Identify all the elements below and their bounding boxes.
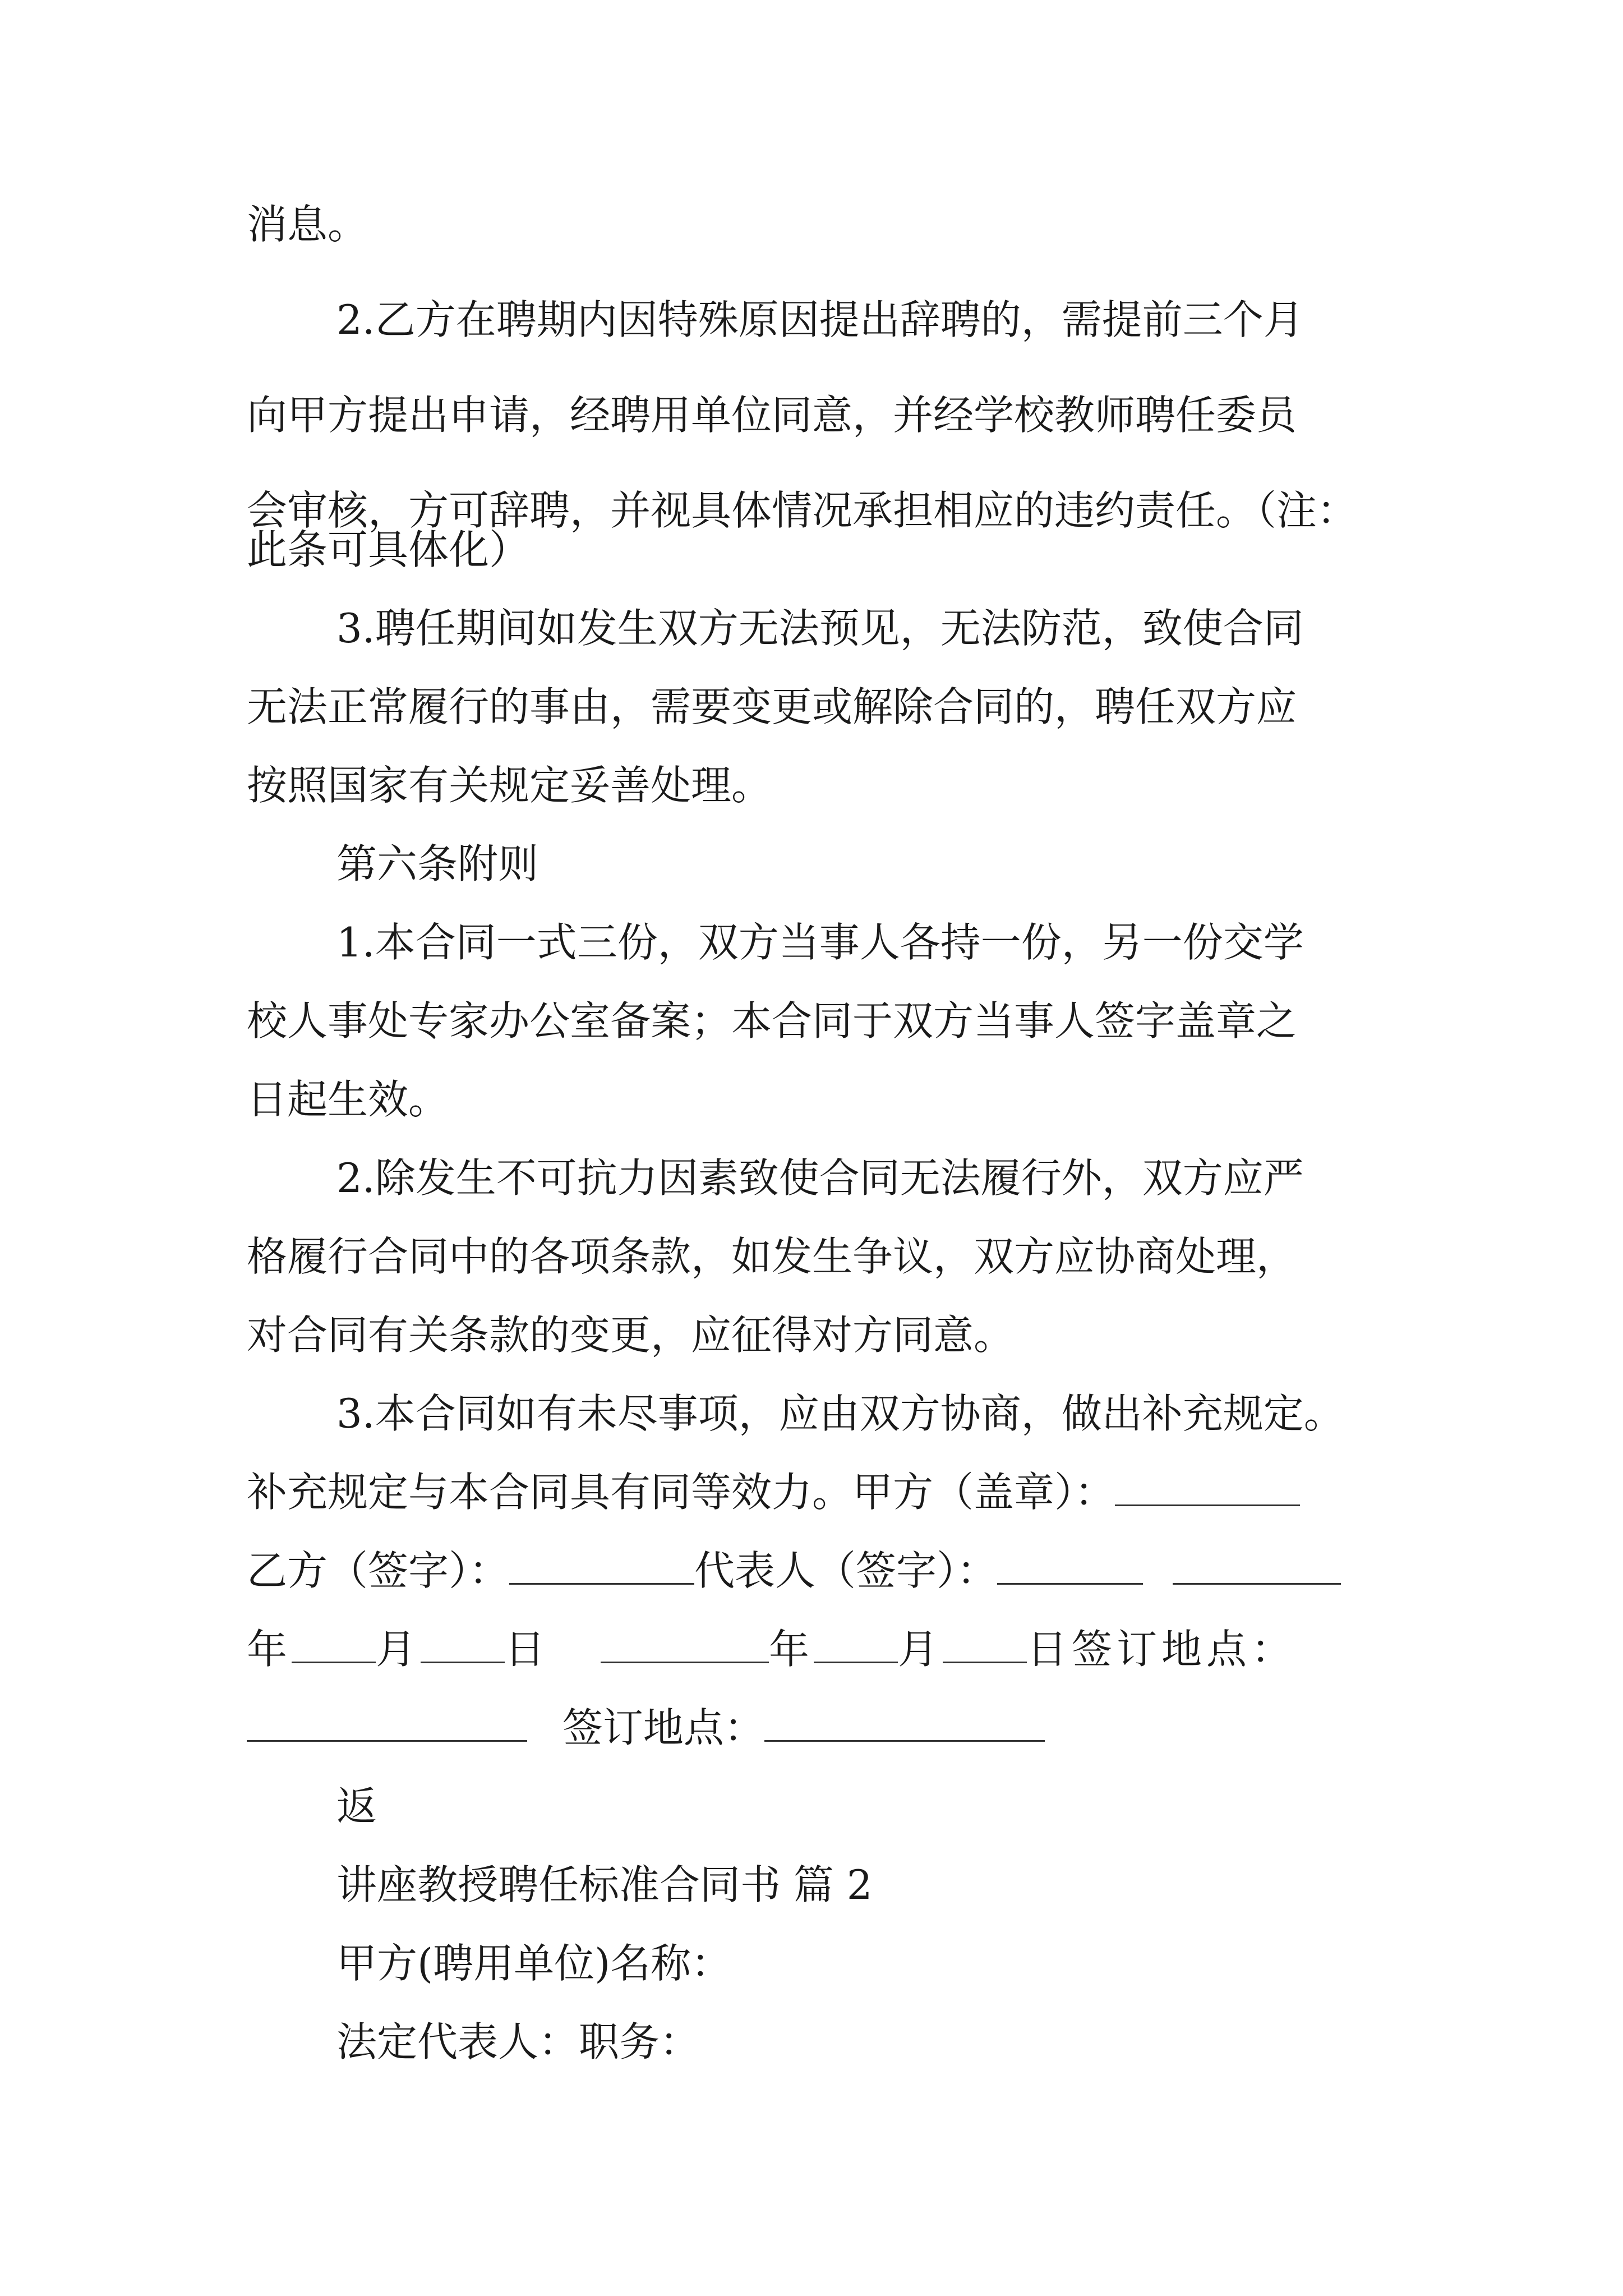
party-b-sign-label: 乙方（签字）： [247,1547,510,1594]
representative-sign-blank [997,1544,1143,1585]
party-a-seal-label: 补充规定与本合同具有同等效力。甲方（盖章）： [247,1469,1115,1516]
section-title: 讲座教授聘任标准合同书 篇 2 [336,1861,873,1908]
month-blank [292,1622,376,1663]
paragraph-line: 2.除发生不可抗力因素致使合同无法履行外，双方应严 [336,1154,1304,1202]
month-blank-2 [814,1622,898,1663]
representative-sign-label: 代表人（签字）： [694,1547,998,1594]
month-label: 月 [376,1626,421,1673]
month-label-2: 月 [897,1626,943,1673]
text-line: 此条可具体化） [247,526,530,573]
text-line: 向甲方提出申请，经聘用单位同意，并经学校教师聘任委员 [247,392,1297,439]
year-label: 年 [247,1626,292,1673]
legal-representative-label: 法定代表人：职务： [336,2018,700,2065]
text-line: 日起生效。 [247,1076,449,1123]
paragraph-line: 3.本合同如有未尽事项，应由双方协商，做出补充规定。 [336,1390,1344,1437]
text-line: 格履行合同中的各项条款，如发生争议，双方应协商处理， [247,1233,1297,1280]
paragraph-line: 1.本合同一式三份，双方当事人各持一份，另一份交学 [336,919,1304,966]
text-line: 消息。 [247,201,368,248]
text-line: 无法正常履行的事由，需要变更或解除合同的，聘任双方应 [247,683,1297,730]
sign-place-line [247,1700,1045,1756]
section-heading: 第六条附则 [336,840,539,887]
sign-place-label-1: 日签订地点： [1026,1626,1296,1673]
text-line: 会审核，方可辞聘，并视具体情况承担相应的违约责任。（注： [247,487,1358,534]
text-line: 对合同有关条款的变更，应征得对方同意。 [247,1312,1015,1359]
year-label-2: 年 [768,1626,814,1673]
day-blank [421,1622,505,1663]
employer-name-label: 甲方(聘用单位)名称： [336,1940,732,1987]
party-a-seal-blank [1115,1465,1300,1506]
text-line: 按照国家有关规定妥善处理。 [247,762,772,809]
date-line [247,1621,1296,1677]
sign-place-blank-2 [764,1701,1045,1742]
year-blank-2 [601,1622,769,1663]
sign-place-label-2: 签订地点： [562,1704,764,1751]
signature-line-2 [247,1543,1341,1599]
signature-line-1 [247,1464,1300,1520]
day-label: 日 [505,1626,550,1673]
sign-place-blank-1 [247,1701,527,1742]
paragraph-line: 3.聘任期间如发生双方无法预见，无法防范，致使合同 [336,605,1304,652]
extra-blank [1173,1544,1341,1585]
party-b-sign-blank [509,1544,694,1585]
paragraph-line: 2.乙方在聘期内因特殊原因提出辞聘的，需提前三个月 [336,296,1304,343]
return-text: 返 [336,1783,377,1830]
day-blank-2 [943,1622,1027,1663]
text-line: 校人事处专家办公室备案；本合同于双方当事人签字盖章之 [247,997,1297,1045]
